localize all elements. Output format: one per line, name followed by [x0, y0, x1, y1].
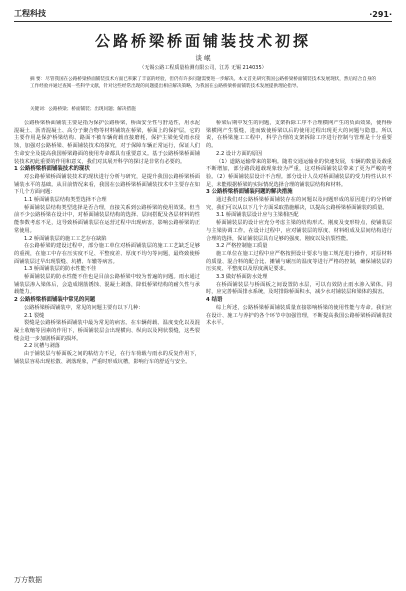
- section-heading: 1.2 桥面铺装层的施工工艺存在缺陷: [24, 235, 107, 242]
- keywords-text: 公路桥梁；桥面铺装；出现问题；解决措施: [48, 107, 136, 112]
- body-paragraph: 在公路桥梁的建设过程中，部分施工单位对桥面铺装层的施工工艺缺乏足够的重视，在施工中存在压实度不足、平整度差、厚度不均匀等问题，最终致使桥面铺装层过早出现裂缝、坑槽、车辙等病害。: [14, 243, 200, 265]
- body-paragraph: 桥面铺装层的设计应充分考虑主梁的结构形式、刚度及变形特点，使铺装层与主梁协调工作。在设计过程中，应对铺装层的厚度、材料组成及层间结构进行合理的选择，保证铺装层具有足够的强度、刚度以及抗裂性能。: [206, 220, 392, 242]
- running-header: [14, 5, 392, 19]
- body-paragraph: 桥面铺装层结构类型选择是否合理，直接关系到公路桥梁的使用效果。但当前不少公路桥梁在设计中，对桥面铺装层结构的选择、层间搭配及各层材料的性能参数考虑不足，这导致桥面铺装层在运营过程中出现病害，影响公路桥梁的正常使用。: [14, 204, 200, 234]
- section-heading: 2 公路桥梁桥面铺装中常见的问题: [14, 297, 96, 304]
- keywords-label: 关键词：: [30, 107, 49, 112]
- publisher-footer: 万方数据: [14, 576, 42, 584]
- body-paragraph: 裂缝是公路桥梁桥面铺装中最为常见的病害。在车辆荷载、温度变化以及混凝土收缩等因素的作用下，桥面铺装层会出现横向、纵向以及网状裂缝，这些裂缝会进一步加剧桥面的损坏。: [14, 320, 200, 342]
- section-heading: 3 公路桥梁桥面铺装问题的解决措施: [206, 189, 293, 196]
- body-paragraph: 桥梁后期中发生的问题，支架拆除工序不合理横网产生的负面效果，使得桥梁横网产生裂缝，进而致使桥梁以后的使用过程出现更大的问题与隐患。所以说，在桥梁施工工程中，科学合理的支架拆除工序进行控制与管理是十分重要的。: [206, 120, 392, 150]
- body-paragraph: （1）道路运输带来的影响。随着交通运输业的快速发展，车辆的数量及载重不断增加，部分路段超载现象较为严重，这对桥面铺装层带来了更为严峻的考验。（2）桥面铺装层设计不合理。部分设计人员对桥面铺装层的受力特性认识不足，未能根据桥梁的实际情况选择合理的铺装层结构和材料。: [206, 158, 392, 188]
- abstract: [30, 76, 376, 91]
- body-paragraph: 综上所述，公路桥梁桥面铺装质量直接影响桥梁的使用性能与寿命。我们应在设计、施工与养护的各个环节中加强管理，不断提高我国公路桥梁桥面铺装技术水平。: [206, 304, 392, 327]
- section-heading: 2.2 坑槽与剥落: [24, 343, 60, 350]
- author-affiliation: （无锡公路工程质量检测有限公司，江苏 无锡 214035）: [139, 65, 267, 71]
- journal-name: 工程科技: [14, 9, 46, 18]
- section-heading: 2.1 裂缝: [24, 312, 45, 319]
- article-title: 公路桥梁桥面铺装技术初探: [94, 32, 311, 50]
- article-author: 谈 岷: [195, 54, 211, 62]
- body-paragraph: 桥面铺装层的防水性能不佳也是目前公路桥梁中较为普遍的问题。雨水通过铺装层渗入梁体后，会造成钢筋锈蚀、混凝土剥落，降低桥梁结构的耐久性与承载能力。: [14, 274, 200, 296]
- section-heading: 1.1 桥面铺装层结构类型选择不合理: [24, 197, 107, 204]
- body-paragraph: 公路桥梁桥面铺装主要是指为保护公路桥梁，桥面安全性与舒适性，用水泥混凝土、沥青混凝土、高分子聚合物等材料铺筑在桥梁，桥面上的保护层，它的主要作用是保护桥梁结构、路面不被车辆荷载直接磨耗，保护主梁免受雨水侵蚀，加强对公路桥梁、桥面铺装技术的探究，对于保障车辆正常运行，保证人们生命安全及提高我国桥梁路面的使用寿命都具有重要意义。基于公路桥梁桥面铺装技术初此重要的作用和意义，我们对其展开科学的探讨是非常有必要的。: [14, 120, 200, 165]
- section-heading: 2.2 设计方面的原因: [216, 150, 263, 157]
- page-number: ·291·: [369, 10, 392, 19]
- body-column-left: [14, 120, 200, 565]
- header-rule: [14, 21, 392, 22]
- body-paragraph: 通过我们对公路桥梁桥面铺装存在的问题以及问题形成的原因进行的分析研究，我们可以从以下几个方面采取措施解决，以提高公路桥梁桥面铺装的质量。: [206, 197, 392, 211]
- section-heading: 1 公路桥梁桥面铺装技术的现状: [14, 166, 90, 173]
- section-heading: 3.1 桥面铺装层设计应与主梁相匹配: [216, 212, 299, 219]
- keywords: [30, 106, 376, 113]
- section-heading: 4 结语: [206, 297, 223, 304]
- section-heading: 3.3 做好桥面防水处理: [216, 274, 268, 281]
- abstract-label: 摘 要：: [30, 77, 46, 82]
- section-heading: 3.2 严格控制施工质量: [216, 243, 268, 250]
- body-paragraph: 在桥面铺装层与桥面板之间设置防水层，可以有效防止雨水渗入梁体。同时，应完善桥面排水系统，及时排除桥面积水，减少水对铺装层和梁体的损害。: [206, 281, 392, 296]
- body-paragraph: 对公路桥梁桥面铺装技术的现状进行分析与研究，是提升我国公路桥梁桥面铺装水平的基础。从目前情况来看，我国在公路桥梁桥面铺装技术中主要存在如下几个方面问题：: [14, 173, 200, 196]
- body-paragraph: 公路桥梁桥面铺装中，常见的问题主要有以下几种：: [24, 304, 144, 311]
- abstract-text: 尽管我国在公路桥梁桥面铺装技术方面已积累了丰富的经验，但仍有许多问题需要进一步解决。本文首先研究我国公路桥梁桥面铺装技术发展现状，然后结合自身的工作经验并通过查阅一些科学文献，针对这些经常出现的问题提出相应解决策略，为我国在公路桥梁桥面铺装技术发展提供理论指导。: [30, 77, 376, 90]
- body-paragraph: 施工单位在施工过程中应严格按照设计要求与施工规范进行操作，对原材料的质量、混合料的配合比、摊铺与碾压的温度等进行严格的控制，确保铺装层的压实度、平整度以及厚度满足要求。: [206, 250, 392, 273]
- body-column-right: [206, 120, 392, 565]
- section-heading: 1.3 桥面铺装层的防水性能不佳: [24, 266, 97, 273]
- body-paragraph: 由于铺装层与桥面板之间的粘结力不足，在行车荷载与雨水的反复作用下，铺装层容易出现松散、剥落现象，严重时形成坑槽，影响行车的舒适与安全。: [14, 351, 200, 365]
